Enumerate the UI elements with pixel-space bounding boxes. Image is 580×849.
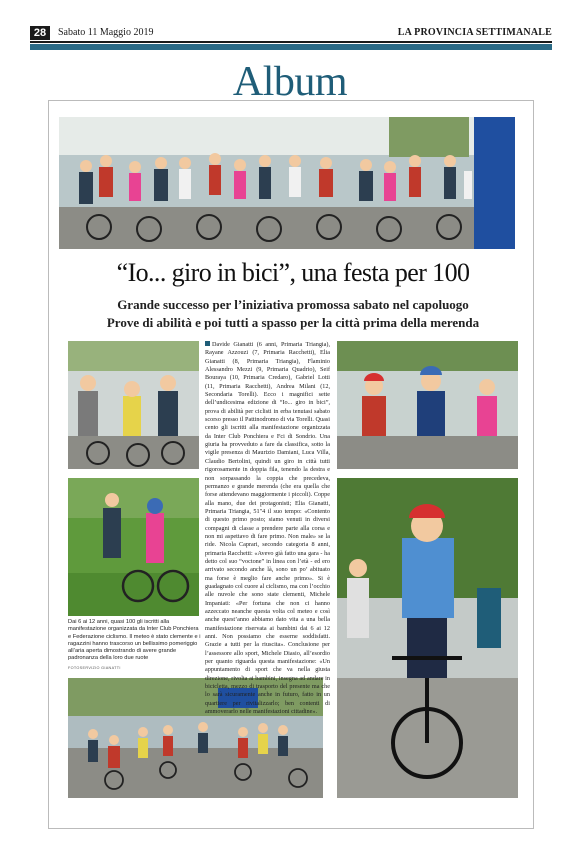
article-subhead [58, 296, 528, 332]
photo-caption: Dai 6 ai 12 anni, quasi 100 gli iscritti alla manifestazione organizzata da Inter Club Ponchiera e Federazione ciclismo. Il meteo è stato clemente e i ragazzini hanno trascorso un bellissimo pomeriggio all’aria aperta dimostrando di avere grande padronanza della loro due ruote [68, 619, 201, 662]
girl-on-bike-photo [68, 478, 199, 616]
photo-credit: FOTOSERVIZIO GIANATTI [68, 666, 121, 670]
boy-on-bike-photo [337, 478, 518, 798]
section-title: Album [232, 59, 348, 105]
kids-with-bikes-photo [68, 341, 199, 469]
subhead-line-2: Prove di abilità e poi tutti a spasso per la città prima della merenda [106, 315, 480, 330]
kids-helmets-photo [337, 341, 518, 469]
page-header [30, 26, 552, 40]
header-accent-bar [30, 44, 552, 50]
group-photo [59, 117, 515, 249]
article-body-text: Davide Gianatti (6 anni, Primaria Triangia), Rayane Azzouzi (7, Primaria Racchetti), Elia Gianatti (8, Primaria Triangia), Flaminio Alessandro Mezzi (9, Primaria Quadrio), Seif Bouraya (10, Primaria Credaro), Gabriel Lotti (11, Primaria Racchetti), Andrea Milani (12, Secondaria Torelli). Ecco i magnifici sette dell’undicesima edizione di “Io... giro in bici”, prova di abilità per ciclisti in erba tenutasi sabato scorso presso il Pattinodromo di via Torelli. Quasi cento gli iscritti alla manifestazione organizzata da Inter Club Ponchiera e Fci di Sondrio. Una giuria ha provveduto a fare da classifica, sotto la vigile presenza di Maurizio Damiani, Luca Villa, Claudio Bertolini, quindi un giro in città tutti rigorosamente in doppia fila, tenendo la destra e non sorpassando la coppia che precedeva, permanzo e grande merenda (che era quella che forse attendevano maggiormente i piccoli). Coppe alla mano, due dei protagonisti; Elia Gianatti, Primaria Triangia, 51"4 il suo tempo: «Contento di questo primo posto; siamo venuti in diversi compagni di classe a prendere parte alla corsa e non mi aspettavo di fare primo. Non male» se la ride. Nicola Caprari, secondo categoria 8 anni, primaria Racchetti: «Avevo già fatto una gara - ha detto col suo “voctone” in linea con l’età - ed ero arrivato secondo anche là, sono un po’ abituato ma forse è meglio fare anche primo». Si è guadagnato col cuore al ciclismo, ma con l’occhio alle nuvole che sono state clementi, Michele Impaniati: «Per fortuna che non ci hanno azzeccato neanche questa volta col meteo e così anche quest’anno abbiamo dato vita a una bella manifestazione riservata ai bambini dai 6 ai 12 anni. Non possiamo che esserne soddisfatti. Grazie a tutti per la riuscita». Conclusione per l’assessore allo sport, Michele Diasio, all’esordio per quanto riguarda questa manifestazione: «Un appuntamento di sport che va nella giusta direzione, rivolta ai bambini, insegna ad andare in bicicletta, mezzo di trasporto del presente ma che lo sarà sicuramente anche in futuro, fatto in un quartiere per rivitalizzarlo; ben contenti di ammoverarlo nelle manifestazioni cittadine». [205, 341, 330, 716]
masthead: LA PROVINCIA SETTIMANALE [397, 27, 552, 38]
article-headline: “Io... giro in bici”, una festa per 100 [116, 258, 470, 287]
page-number: 28 [30, 26, 50, 40]
issue-date: Sabato 11 Maggio 2019 [58, 27, 154, 38]
article-bullet-icon [205, 341, 210, 346]
article-body [205, 341, 330, 819]
header-rule [30, 41, 552, 43]
subhead-line-1: Grande successo per l’iniziativa promossa sabato nel capoluogo [117, 297, 469, 312]
